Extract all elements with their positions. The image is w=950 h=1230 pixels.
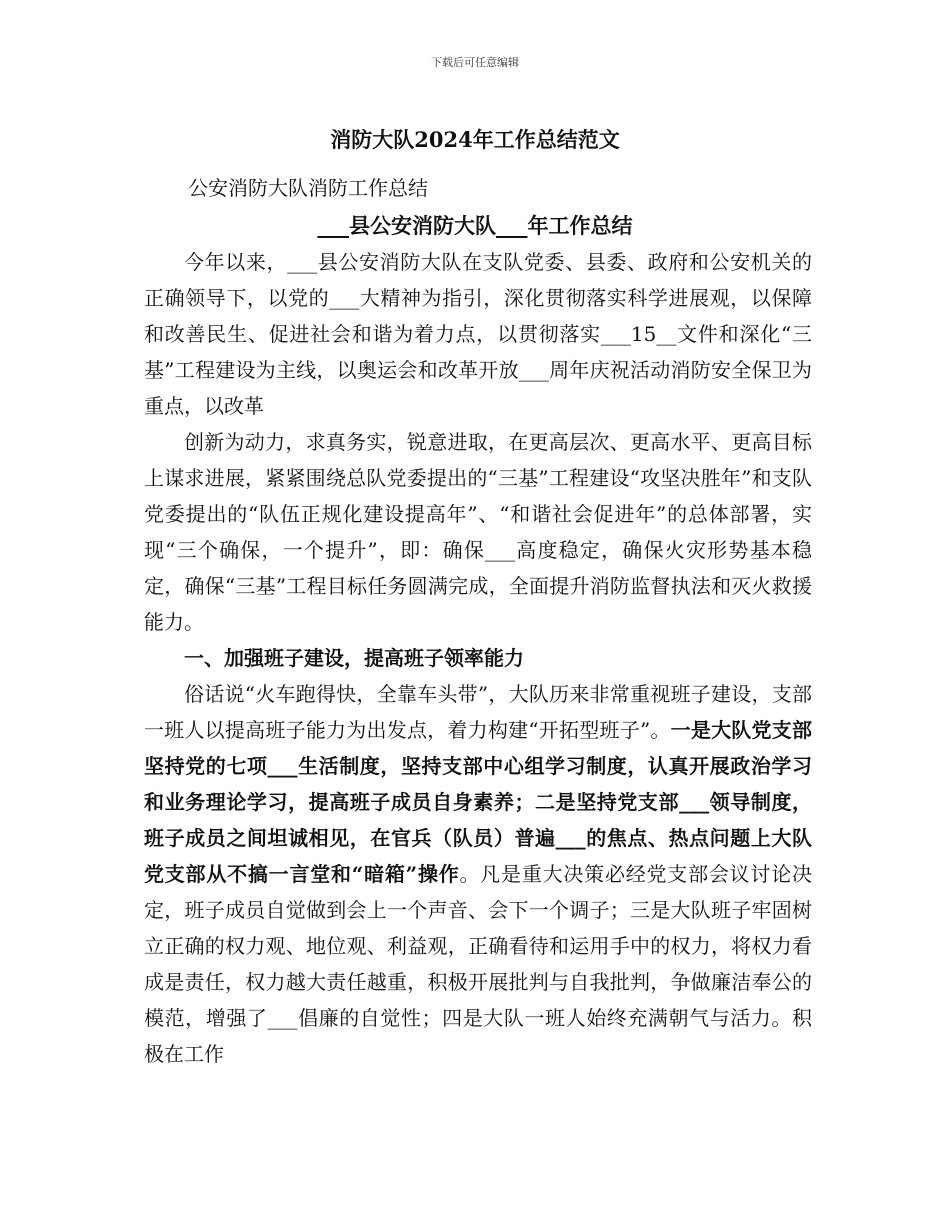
paragraph-intro: 今年以来，___县公安消防大队在支队党委、县委、政府和公安机关的正确领导下，以党的___大精神为指引，深化贯彻落实科学进展观，以保障和改善民生、促进社会和谐为着力点，以贯彻落实___15__文件和深化“三基”工程建设为主线，以奥运会和改革开放___周年庆祝活动消防安全保卫为重点，以改革 [144, 250, 812, 418]
document-title: 消防大队2024年工作总结范文 [330, 127, 620, 152]
document-body [144, 244, 812, 1072]
paragraph-leadership-intro: 俗话说“火车跑得快，全靠车头带”，大队历来非常重视班子建设，支部一班人以提高班子能力为出发点，着力构建“开拓型班子”。 [144, 682, 812, 742]
paragraph-leadership-rest: 。凡是重大决策必经党支部会议讨论决定，班子成员自觉做到会上一个声音、会下一个调子；三是大队班子牢固树立正确的权力观、地位观、利益观，正确看待和运用手中的权力，将权力看成是责任，权力越大责任越重，积极开展批判与自我批判，争做廉洁奉公的模范，增强了___倡廉的自觉性；四是大队一班人始终充满朝气与活力。积极在工作 [144, 862, 812, 1066]
paragraph-leadership-bold: 一是大队党支部坚持党的七项___生活制度，坚持支部中心组学习制度，认真开展政治学习和业务理论学习，提高班子成员自身素养；二是坚持党支部___领导制度，班子成员之间坦诚相见，在官兵（队员）普遍___的焦点、热点问题上大队党支部从不搞一言堂和“暗箱”操作 [144, 718, 812, 886]
paragraph-leadership [144, 676, 812, 1072]
report-heading: ___县公安消防大队___年工作总结 [317, 213, 633, 238]
section-heading-1: 一、加强班子建设，提高班子领率能力 [184, 646, 524, 670]
document-subtitle: 公安消防大队消防工作总结 [188, 176, 428, 200]
page-header-note: 下载后可任意编辑 [431, 56, 519, 69]
paragraph-goals: 创新为动力，求真务实，锐意进取，在更高层次、更高水平、更高目标上谋求进展，紧紧围绕总队党委提出的“三基”工程建设“攻坚决胜年”和支队党委提出的“队伍正规化建设提高年”、“和谐社会促进年”的总体部署，实现“三个确保，一个提升”，即：确保___高度稳定，确保火灾形势基本稳定，确保“三基”工程目标任务圆满完成，全面提升消防监督执法和灭火救援能力。 [144, 430, 812, 634]
